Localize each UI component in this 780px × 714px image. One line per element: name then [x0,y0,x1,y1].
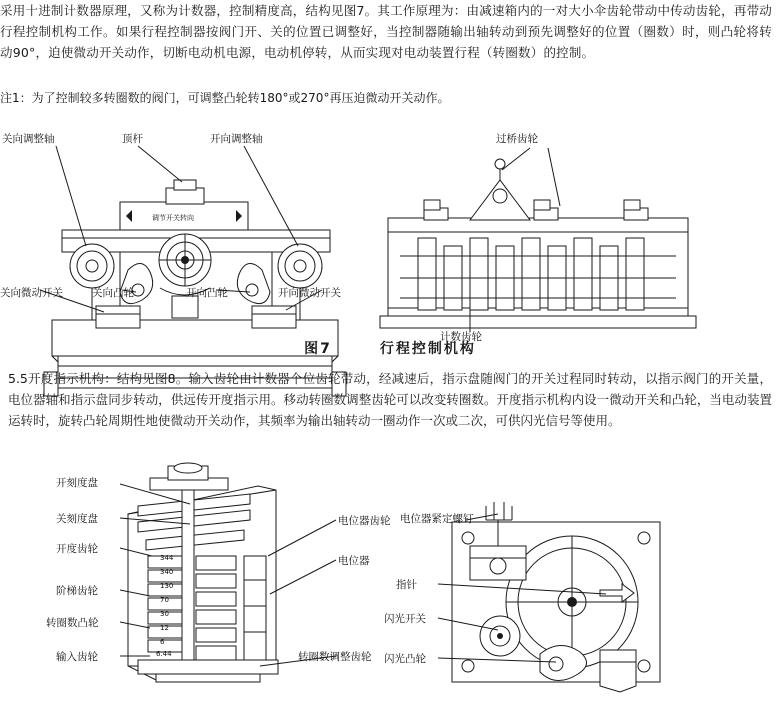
figure7-label-top-rod: 顶杆 [122,133,143,145]
note-paragraph: 注1：为了控制较多转圈数的阀门，可调整凸轮转180°或270°再压迫微动开关动作。 [0,91,450,105]
figure8-label-flash-switch: 闪光开关 [384,613,426,625]
section-5-5-paragraph: 5.5开度指示机构：结构见图8。输入齿轮由计数器个位齿轮带动，经减速后，指示盘随阀门的开关过程同时转动，以指示阀门的开关量，电位器轴和指示盘同步转动，供远传开度指示用。移动转圈数调整齿轮可以改变转圈数。开度指示机构内设一微动开关和凸轮，当电动装置运转时，旋转凸轮周期性地使微动开关动作，其频率为输出轴转动一圈动作一次或二次，可供闪光信号等使用。 [8,371,772,428]
figure8-label-potentiometer: 电位器 [338,555,370,567]
figure-8 [0,460,780,710]
figure8-scale-7: 6.44 [156,650,172,658]
figure7-label-close-cam: 关向凸轮 [92,287,134,299]
figure-8-drawing [0,460,780,710]
figure8-scale-2: 130 [160,582,174,590]
figure8-label-step-gear: 阶梯齿轮 [56,585,98,597]
figure8-scale-0: 344 [160,554,174,562]
figure-7-drawing [0,120,780,343]
figure7-adjust-switch-direction-label: 调节开关转向 [152,214,194,222]
figure8-scale-4: 30 [160,610,169,618]
figure7-label-close-adjust-shaft: 关向调整轴 [2,133,55,145]
figure8-label-potentiometer-gear: 电位器齿轮 [338,515,391,527]
figure7-label-open-adjust-shaft: 开向调整轴 [210,133,263,145]
figure7-label-counter-gear: 计数齿轮 [440,331,482,343]
figure8-scale-5: 12 [160,624,169,632]
figure8-label-close-dial: 关刻度盘 [56,513,98,525]
figure8-label-pointer: 指针 [396,579,417,591]
figure-7 [0,120,780,343]
figure8-label-open-gear: 开度齿轮 [56,543,98,555]
figure8-label-potentiometer-screw: 电位器紧定螺钉 [400,513,474,525]
figure7-label-bridge-gear: 过桥齿轮 [496,133,538,145]
intro-paragraph: 采用十进制计数器原理，又称为计数器，控制精度高，结构见图7。其工作原理为：由减速箱内的一对大小伞齿轮带动中传动齿轮，再带动行程控制机构工作。如果行程控制器按阀门开、关的位置已调整好，当控制器随输出轴转动到预先调整好的位置（圈数）时，则凸轮将转动90°，迫使微动开关动作，切断电动机电源，电动机停转，从而实现对电动装置行程（转圈数）的控制。 [0,3,772,60]
figure8-label-turns-adjust-gear: 转圈数调整齿轮 [298,651,372,663]
figure8-scale-6: 6 [160,638,165,646]
figure8-scale-1: 340 [160,568,174,576]
figure7-label-close-micro-switch: 关向微动开关 [0,287,63,299]
intro-paragraph-block [0,0,772,63]
figure8-scale-3: 70 [160,596,169,604]
figure8-label-open-dial: 开刻度盘 [56,477,98,489]
figure7-label-open-cam: 开向凸轮 [186,287,228,299]
figure7-label-open-micro-switch: 开向微动开关 [278,287,341,299]
figure-7-caption: 图7 行程控制机构 [304,341,476,357]
figure8-label-input-gear: 输入齿轮 [56,651,98,663]
figure8-label-flash-cam: 闪光凸轮 [384,653,426,665]
figure8-label-turns-cam: 转圈数凸轮 [46,617,99,629]
